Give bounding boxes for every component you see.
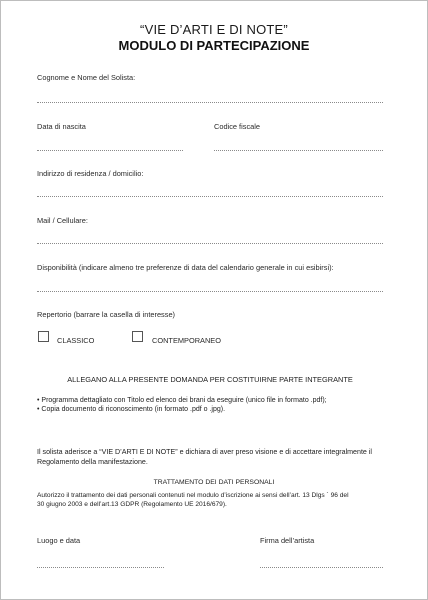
birth-date-field-line[interactable] <box>37 150 183 151</box>
declaration-line-2: Regolamento della manifestazione. <box>37 458 148 466</box>
form-title: “VIE D’ARTI E DI NOTE” <box>140 22 288 37</box>
contemporary-option-label: CONTEMPORANEO <box>152 336 221 345</box>
tax-code-field-line[interactable] <box>214 150 383 151</box>
address-label: Indirizzo di residenza / domicilio: <box>37 169 144 178</box>
contemporary-checkbox[interactable] <box>132 331 143 342</box>
artist-signature-label: Firma dell’artista <box>260 536 315 545</box>
artist-signature-field-line[interactable] <box>260 567 383 568</box>
declaration-line-1: Il solista aderisce a “VIE D’ARTI E DI NOTE” e dichiara di aver preso visione e di accettare integralmente il <box>37 448 372 456</box>
classic-option-label: CLASSICO <box>57 336 95 345</box>
place-date-field-line[interactable] <box>37 567 164 568</box>
privacy-line-1: Autorizzo il trattamento dei dati personali contenuti nel modulo d’iscrizione ai sensi dell’art. 13 Dlgs ´ 96 del <box>37 492 349 499</box>
availability-label: Disponibilità (indicare almeno tre preferenze di data del calendario generale in cui esibirsi): <box>37 263 334 272</box>
availability-field-line[interactable] <box>37 291 383 292</box>
contact-label: Mail / Cellulare: <box>37 216 88 225</box>
form-subtitle: MODULO DI PARTECIPAZIONE <box>118 38 310 53</box>
address-field-line[interactable] <box>37 196 383 197</box>
privacy-line-2: 30 giugno 2003 e dell’art.13 GDPR (Regolamento UE 2016/679). <box>37 501 227 508</box>
name-field-line[interactable] <box>37 102 383 103</box>
place-date-label: Luogo e data <box>37 536 81 545</box>
attachments-heading: ALLEGANO ALLA PRESENTE DOMANDA PER COSTITUIRNE PARTE INTEGRANTE <box>67 375 353 384</box>
name-label: Cognome e Nome del Solista: <box>37 73 136 82</box>
attachment-item-program: • Programma dettagliato con Titolo ed elenco dei brani da eseguire (unico file in formato .pdf); <box>37 397 327 404</box>
attachment-item-id-document: • Copia documento di riconoscimento (in formato .pdf o .jpg). <box>37 406 226 413</box>
classic-checkbox[interactable] <box>38 331 49 342</box>
tax-code-label: Codice fiscale <box>214 122 261 131</box>
repertoire-label: Repertorio (barrare la casella di interesse) <box>37 310 176 319</box>
privacy-heading: TRATTAMENTO DEI DATI PERSONALI <box>153 479 275 486</box>
birth-date-label: Data di nascita <box>37 122 86 131</box>
contact-field-line[interactable] <box>37 243 383 244</box>
